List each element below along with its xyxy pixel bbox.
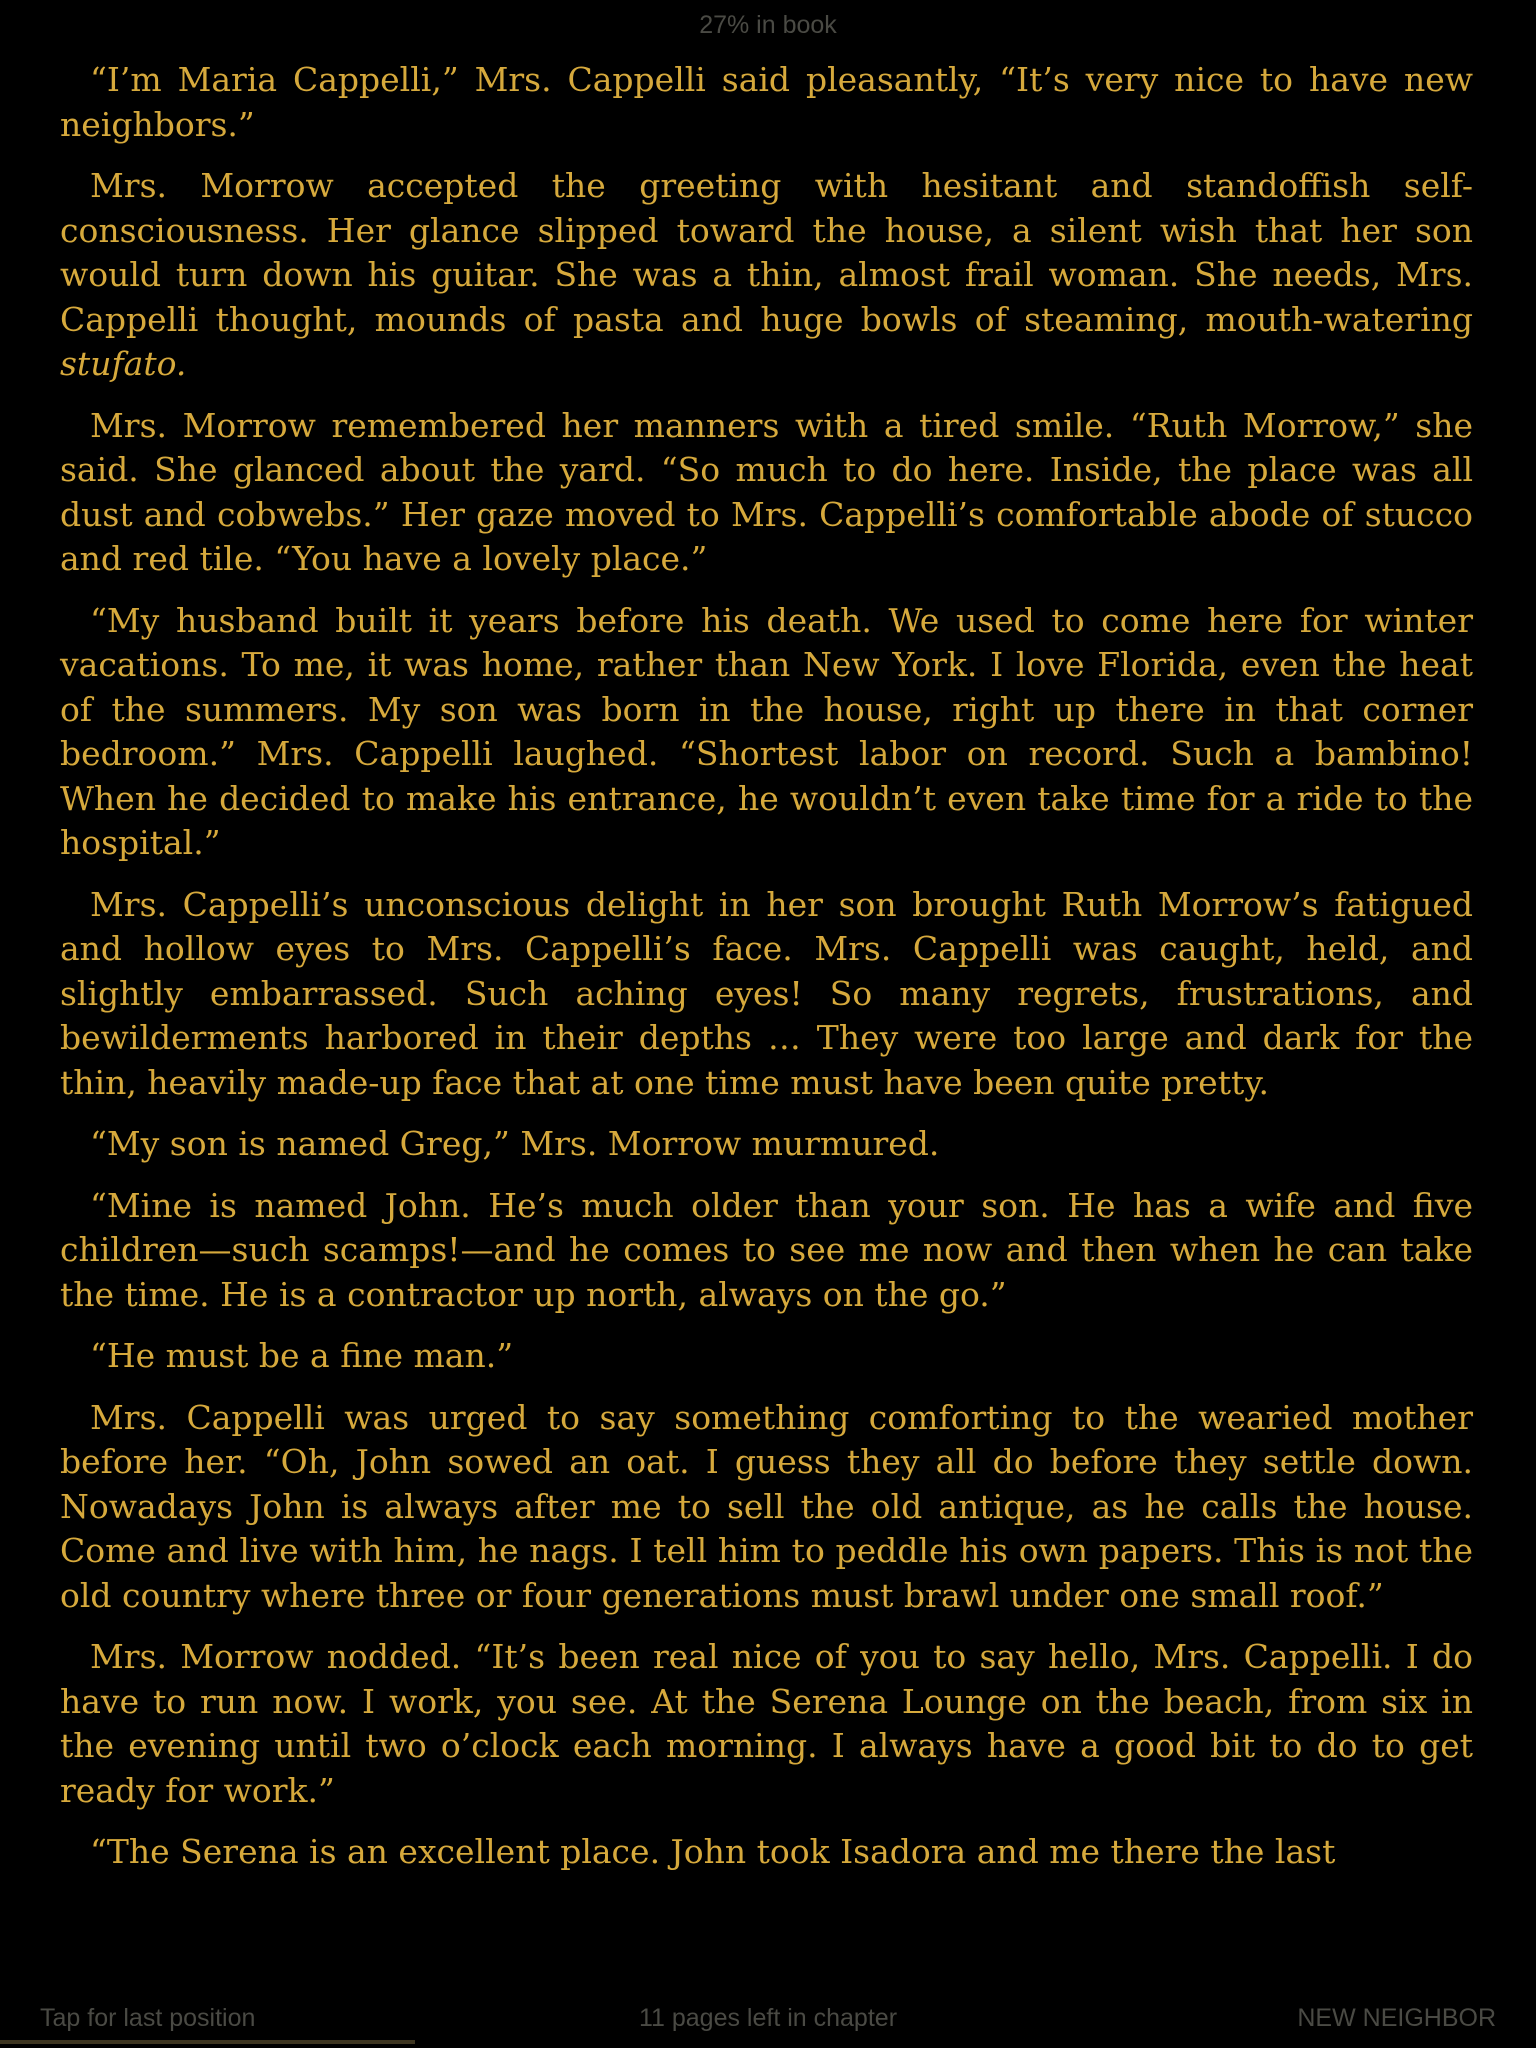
last-position-link[interactable]: Tap for last position xyxy=(40,2004,256,2032)
paragraph-10: Mrs. Morrow nodded. “It’s been real nice of you to say hello, Mrs. Cappelli. I do have to run now. I work, you see. At the Serena Lounge on the beach, from six in the evening until two o’clock each morning. I always have a good bit to do to get ready for work.” xyxy=(60,1637,1473,1810)
reading-progress-bar[interactable] xyxy=(0,2040,1536,2044)
chapter-title: NEW NEIGHBOR xyxy=(1297,2004,1496,2032)
paragraph-7: “Mine is named John. He’s much older than your son. He has a wife and five children—such scamps!—and he comes to see me now and then when he can take the time. He is a contractor up north, always on the go.” xyxy=(60,1185,1473,1314)
paragraph-2-text: Mrs. Morrow accepted the greeting with hesitant and standoffish self-consciousness. Her glance slipped toward the house, a silent wish that her son would turn down his guitar. She was a thin, almost frail woman. She needs, Mrs. Cappelli thought, mounds of pasta and huge bowls of steaming, mouth-watering xyxy=(60,166,1473,339)
italic-word: stufato. xyxy=(60,344,187,383)
paragraph-4: “My husband built it years before his death. We used to come here for winter vacations. To me, it was home, rather than New York. I love Florida, even the heat of the summers. My son was born in the house, right up there in that corner bedroom.” Mrs. Cappelli laughed. “Shortest labor on record. Such a bambino! When he decided to make his entrance, he wouldn’t even take time for a ride to the hospital.” xyxy=(60,600,1473,862)
pages-left-indicator: 11 pages left in chapter xyxy=(638,2004,898,2032)
paragraph-1: “I’m Maria Cappelli,” Mrs. Cappelli said pleasantly, “It’s very nice to have new neighbors.” xyxy=(60,60,1473,144)
page-text[interactable] xyxy=(60,58,1473,1892)
paragraph-6: “My son is named Greg,” Mrs. Morrow murmured. xyxy=(90,1124,940,1163)
reading-progress-fill xyxy=(0,2040,415,2044)
paragraph-5: Mrs. Cappelli’s unconscious delight in her son brought Ruth Morrow’s fatigued and hollow eyes to Mrs. Cappelli’s face. Mrs. Cappelli was caught, held, and slightly embarrassed. Such aching eyes! So many regrets, frustrations, and bewilderments harbored in their depths … They were too large and dark for the thin, heavily made-up face that at one time must have been quite pretty. xyxy=(60,884,1473,1102)
book-progress-indicator: 27% in book xyxy=(699,11,837,39)
paragraph-2 xyxy=(60,164,1473,387)
paragraph-9: Mrs. Cappelli was urged to say something comforting to the wearied mother before her. “Oh, John sowed an oat. I guess they all do before they settle down. Nowadays John is always after me to sell the old antique, as he calls the house. Come and live with him, he nags. I tell him to peddle his own papers. This is not the old country where three or four generations must brawl under one small roof.” xyxy=(60,1397,1473,1615)
paragraph-11: “The Serena is an excellent place. John took Isadora and me there the last xyxy=(90,1832,1336,1871)
paragraph-8: “He must be a fine man.” xyxy=(90,1336,514,1375)
paragraph-3: Mrs. Morrow remembered her manners with a tired smile. “Ruth Morrow,” she said. She glanced about the yard. “So much to do here. Inside, the place was all dust and cobwebs.” Her gaze moved to Mrs. Cappelli’s comfortable abode of stucco and red tile. “You have a lovely place.” xyxy=(60,405,1473,578)
footer-bar xyxy=(0,2000,1536,2036)
